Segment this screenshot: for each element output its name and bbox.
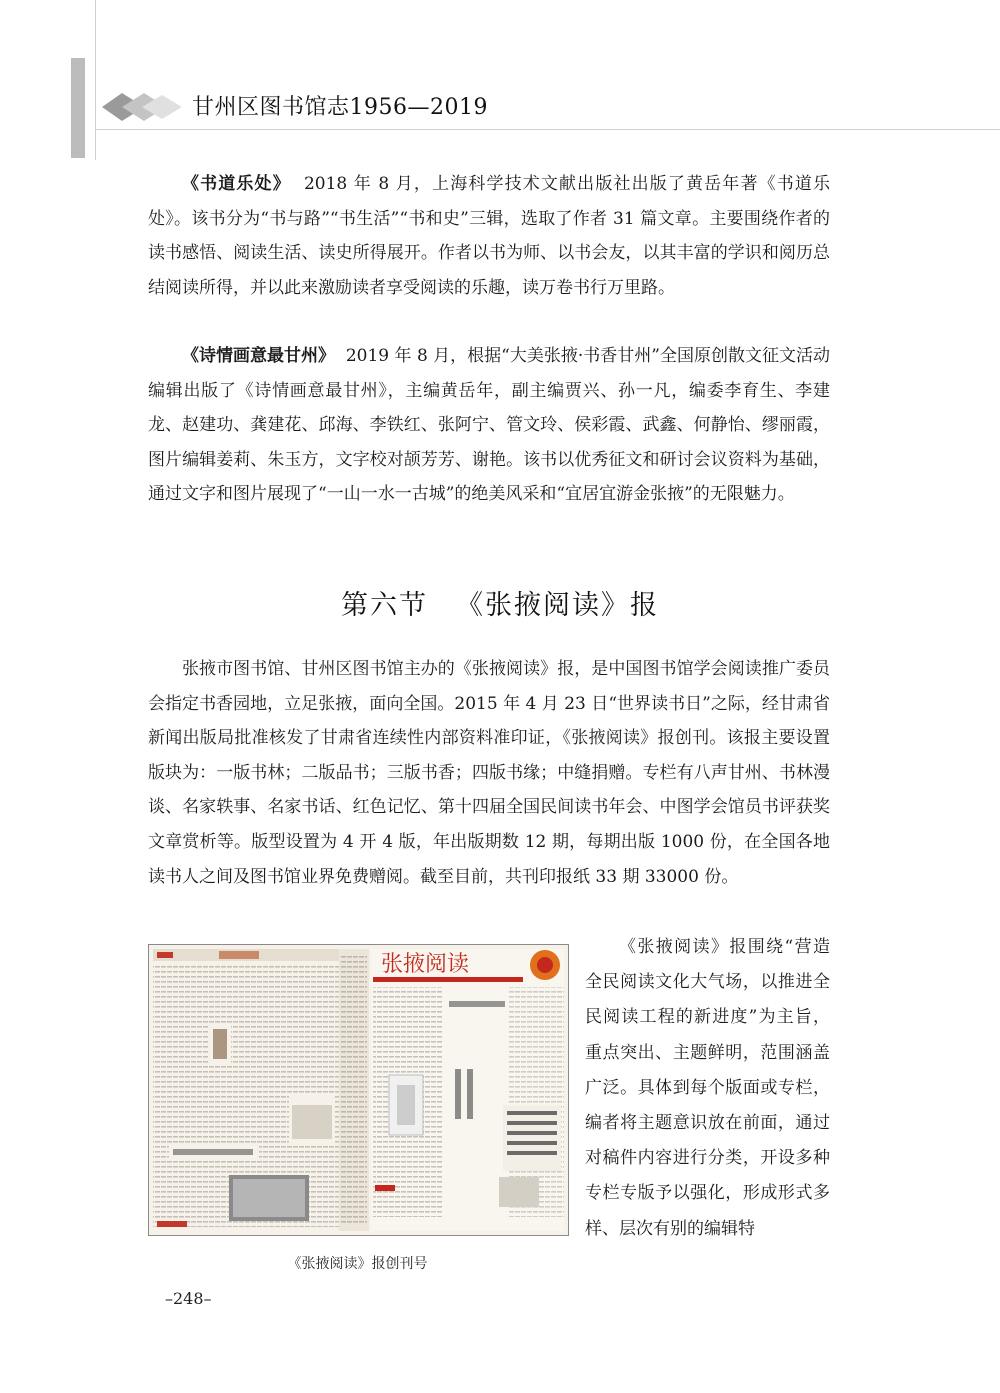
newspaper-masthead: 张掖阅读 (381, 952, 470, 977)
paragraph-text: 2018 年 8 月，上海科学技术文献出版社出版了黄岳年著《书道乐处》。该书分为“书与路”“书生活”“书和史”三辑，选取了作者 31 篇文章。主要围绕作者的读书感悟、阅读生活、读史所得展开。作者以书为师、以书会友，以其丰富的学识和阅历总结阅读所得，并以此来激励读者享受阅读的乐趣，读万卷书行万里路。 (148, 174, 831, 298)
paragraph-text: 2019 年 8 月，根据“大美张掖·书香甘州”全国原创散文征文活动编辑出版了《诗情画意最甘州》，主编黄岳年，副主编贾兴、孙一凡，编委李育生、李建龙、赵建功、龚建花、邱海、李铁红、张阿宁、管文玲、侯彩霞、武鑫、何静怡、缪丽霞，图片编辑姜莉、朱玉方，文字校对颉芳芳、谢艳。该书以优秀征文和研讨会议资料为基础，通过文字和图片展现了“一山一水一古城”的绝美风采和“宜居宜游金张掖”的无限魅力。 (148, 346, 831, 505)
page-number: –248– (165, 1289, 212, 1308)
header-vertical-rule (95, 0, 96, 160)
section-title: 《张掖阅读》报 (456, 590, 659, 621)
paragraph-newspaper-intro: 张掖市图书馆、甘州区图书馆主办的《张掖阅读》报，是中国图书馆学会阅读推广委员会指定书香园地，立足张掖，面向全国。2015 年 4 月 23 日“世界读书日”之际，经甘肃省新闻出版局批准核发了甘肃省连续性内部资料准印证，《张掖阅读》报创刊。该报主要设置版块为：一版书林；二版品书；三版书香；四版书缘；中缝捐赠。专栏有八声甘州、书林漫谈、名家轶事、名家书话、红色记忆、第十四届全国民间读书年会、中图学会馆员书评获奖文章赏析等。版型设置为 4 开 4 版，年出版期数 12 期，每期出版 1000 份，在全国各地读书人之间及图书馆业界免费赠阅。截至目前，共刊印报纸 33 期 33000 份。 (148, 659, 830, 887)
paragraph-newspaper-theme: 《张掖阅读》报围绕“营造全民阅读文化大气场，以推进全民阅读工程的新进度”为主旨，重点突出、主题鲜明，范围涵盖广泛。具体到每个版面或专栏，编者将主题意识放在前面，通过对稿件内容进行分类，开设多种专栏专版予以强化，形成形式多样、层次有别的编辑特 (585, 937, 830, 1239)
header-horizontal-rule (95, 129, 1000, 130)
header-accent-bar (71, 58, 85, 158)
section-heading (0, 583, 1000, 622)
newspaper-front-page-image (148, 944, 569, 1236)
paragraph-shiqing-huayi (148, 339, 830, 512)
figure-caption: 《张掖阅读》报创刊号 (287, 1256, 428, 1272)
section-number: 第六节 (341, 590, 428, 621)
paragraph-shudao-lechu (148, 167, 830, 305)
book-title-shudao-lechu: 《书道乐处》 (182, 174, 291, 194)
running-header-title: 甘州区图书馆志1956—2019 (192, 95, 488, 120)
newspaper-illustration (149, 945, 568, 1235)
book-title-shiqing-huayi: 《诗情画意最甘州》 (182, 346, 336, 366)
diamond-logo-icon (100, 90, 190, 124)
